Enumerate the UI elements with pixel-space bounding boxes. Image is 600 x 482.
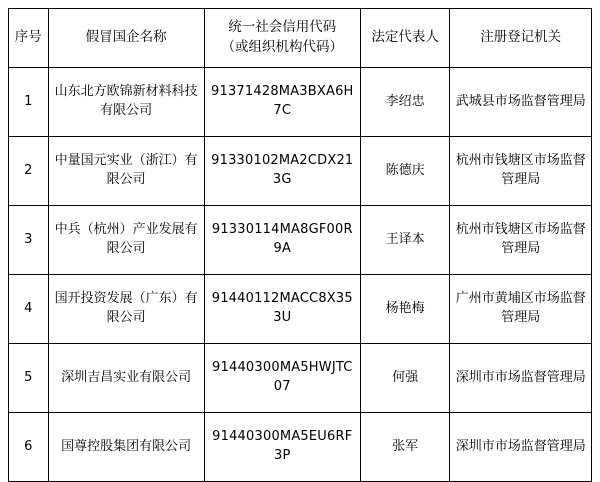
cell-registration-authority: 深圳市市场监督管理局 (450, 413, 592, 482)
fake-company-table (8, 8, 592, 482)
cell-credit-code: 91371428MA3BXA6H7C (204, 68, 360, 137)
cell-credit-code: 91440300MA5HWJTC07 (204, 344, 360, 413)
cell-no: 5 (9, 344, 49, 413)
cell-credit-code: 91440112MACC8X353U (204, 275, 360, 344)
table-body (9, 68, 592, 482)
table-row (9, 68, 592, 137)
cell-no: 4 (9, 275, 49, 344)
column-header-name: 假冒国企名称 (48, 9, 204, 68)
cell-legal-rep: 王译本 (360, 206, 450, 275)
cell-company-name: 中量国元实业（浙江）有限公司 (48, 137, 204, 206)
cell-credit-code: 91330102MA2CDX213G (204, 137, 360, 206)
cell-company-name: 中兵（杭州）产业发展有限公司 (48, 206, 204, 275)
cell-legal-rep: 李绍忠 (360, 68, 450, 137)
column-header-org: 注册登记机关 (450, 9, 592, 68)
column-header-no: 序号 (9, 9, 49, 68)
cell-legal-rep: 杨艳梅 (360, 275, 450, 344)
table-header-row (9, 9, 592, 68)
cell-no: 1 (9, 68, 49, 137)
cell-registration-authority: 杭州市钱塘区市场监督管理局 (450, 206, 592, 275)
cell-legal-rep: 张军 (360, 413, 450, 482)
table-header (9, 9, 592, 68)
table-row (9, 344, 592, 413)
cell-company-name: 深圳吉昌实业有限公司 (48, 344, 204, 413)
column-header-code-line1: 统一社会信用代码 (228, 19, 337, 36)
table-row (9, 137, 592, 206)
cell-company-name: 国尊控股集团有限公司 (48, 413, 204, 482)
column-header-code (204, 9, 360, 68)
table-row (9, 413, 592, 482)
cell-legal-rep: 何强 (360, 344, 450, 413)
column-header-code-line2: （或组织机构代码） (221, 39, 344, 55)
cell-company-name: 山东北方欧锦新材料科技有限公司 (48, 68, 204, 137)
cell-no: 6 (9, 413, 49, 482)
cell-no: 2 (9, 137, 49, 206)
cell-credit-code: 91440300MA5EU6RF3P (204, 413, 360, 482)
cell-credit-code: 91330114MA8GF00R9A (204, 206, 360, 275)
cell-registration-authority: 广州市黄埔区市场监督管理局 (450, 275, 592, 344)
cell-legal-rep: 陈德庆 (360, 137, 450, 206)
cell-company-name: 国开投资发展（广东）有限公司 (48, 275, 204, 344)
cell-registration-authority: 杭州市钱塘区市场监督管理局 (450, 137, 592, 206)
table-row (9, 275, 592, 344)
table-row (9, 206, 592, 275)
cell-no: 3 (9, 206, 49, 275)
cell-registration-authority: 深圳市市场监督管理局 (450, 344, 592, 413)
cell-registration-authority: 武城县市场监督管理局 (450, 68, 592, 137)
column-header-rep: 法定代表人 (360, 9, 450, 68)
